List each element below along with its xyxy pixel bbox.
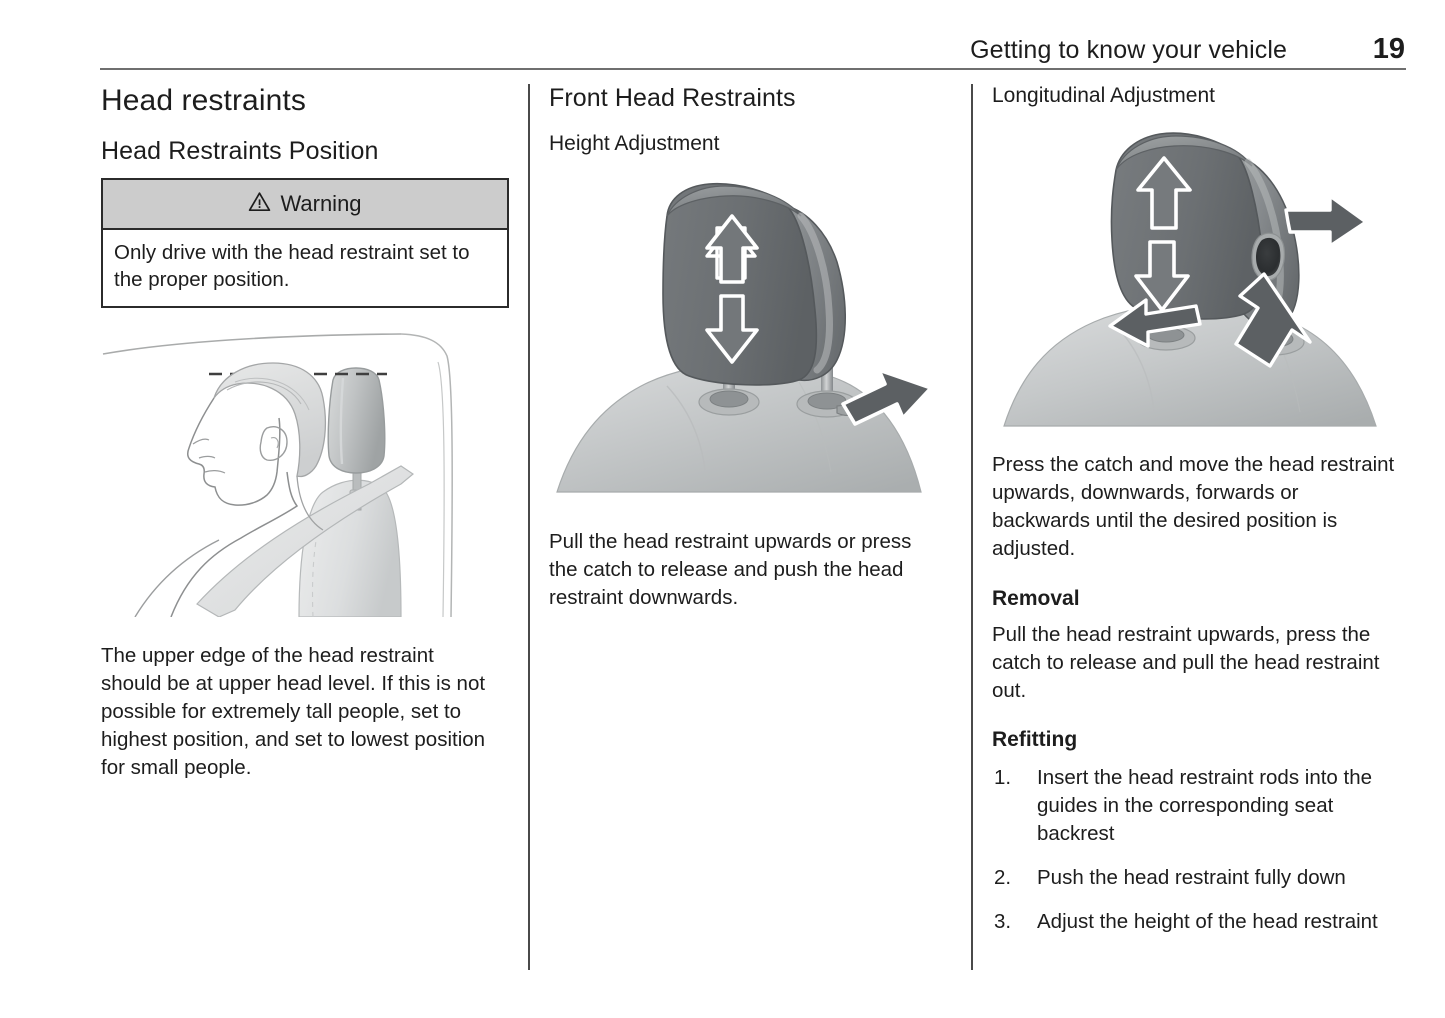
- subsection-title-removal: Removal: [992, 587, 1080, 611]
- left-column: [101, 84, 501, 782]
- refitting-step-3: Adjust the height of the head restraint: [1037, 910, 1378, 934]
- section-title-front-head-restraints: Front Head Restraints: [549, 84, 796, 112]
- page-header: [100, 33, 1405, 70]
- refitting-step-1: Insert the head restraint rods into the guides in the corresponding seat backrest: [1037, 765, 1373, 846]
- left-column-body-text: The upper edge of the head restraint should be at upper head level. If this is not possible for extremely tall people, set to highest position, and set to lowest position for small people.: [101, 643, 486, 780]
- subsection-title-refitting: Refitting: [992, 727, 1078, 751]
- right-column: [992, 84, 1402, 936]
- section-title-head-restraints: Head restraints: [101, 84, 306, 117]
- subsection-title-height-adjustment: Height Adjustment: [549, 132, 720, 155]
- refitting-steps-list: [992, 764, 1398, 936]
- subsection-title-head-restraints-position: Head Restraints Position: [101, 136, 379, 165]
- release-catch-icon: [1252, 233, 1284, 280]
- warning-label: Warning: [280, 190, 362, 216]
- page-title: Getting to know your vehicle: [970, 36, 1287, 64]
- removal-body-text: Pull the head restraint upwards, press the catch to release and pull the head restraint out.: [992, 622, 1380, 702]
- warning-triangle-icon: [248, 191, 271, 217]
- height-adjustment-svg: [549, 170, 939, 500]
- subsection-title-longitudinal-adjustment: Longitudinal Adjustment: [992, 84, 1215, 107]
- warning-box: [101, 178, 509, 308]
- warning-body: [103, 230, 507, 306]
- warning-header: [103, 180, 507, 230]
- header-rule: [100, 68, 1406, 70]
- longitudinal-adjustment-svg: [990, 118, 1390, 433]
- refitting-step-2: Push the head restraint fully down: [1037, 866, 1346, 890]
- middle-column: [549, 84, 949, 612]
- longitudinal-adjustment-illustration: [990, 118, 1402, 433]
- head-restraint-position-illustration: [101, 332, 501, 617]
- warning-text: Only drive with the head restraint set to the proper position.: [114, 240, 470, 292]
- height-adjustment-illustration: [549, 170, 949, 500]
- column-divider-right: [971, 84, 973, 970]
- right-column-body-text: Press the catch and move the head restraint upwards, downwards, forwards or backwards until the desired position is adjusted.: [992, 453, 1395, 561]
- column-divider-left: [528, 84, 530, 970]
- middle-column-body-text: Pull the head restraint upwards or press the catch to release and push the head restraint downwards.: [549, 530, 912, 610]
- page-number: 19: [1372, 33, 1405, 65]
- head-restraint-position-svg: [101, 332, 471, 617]
